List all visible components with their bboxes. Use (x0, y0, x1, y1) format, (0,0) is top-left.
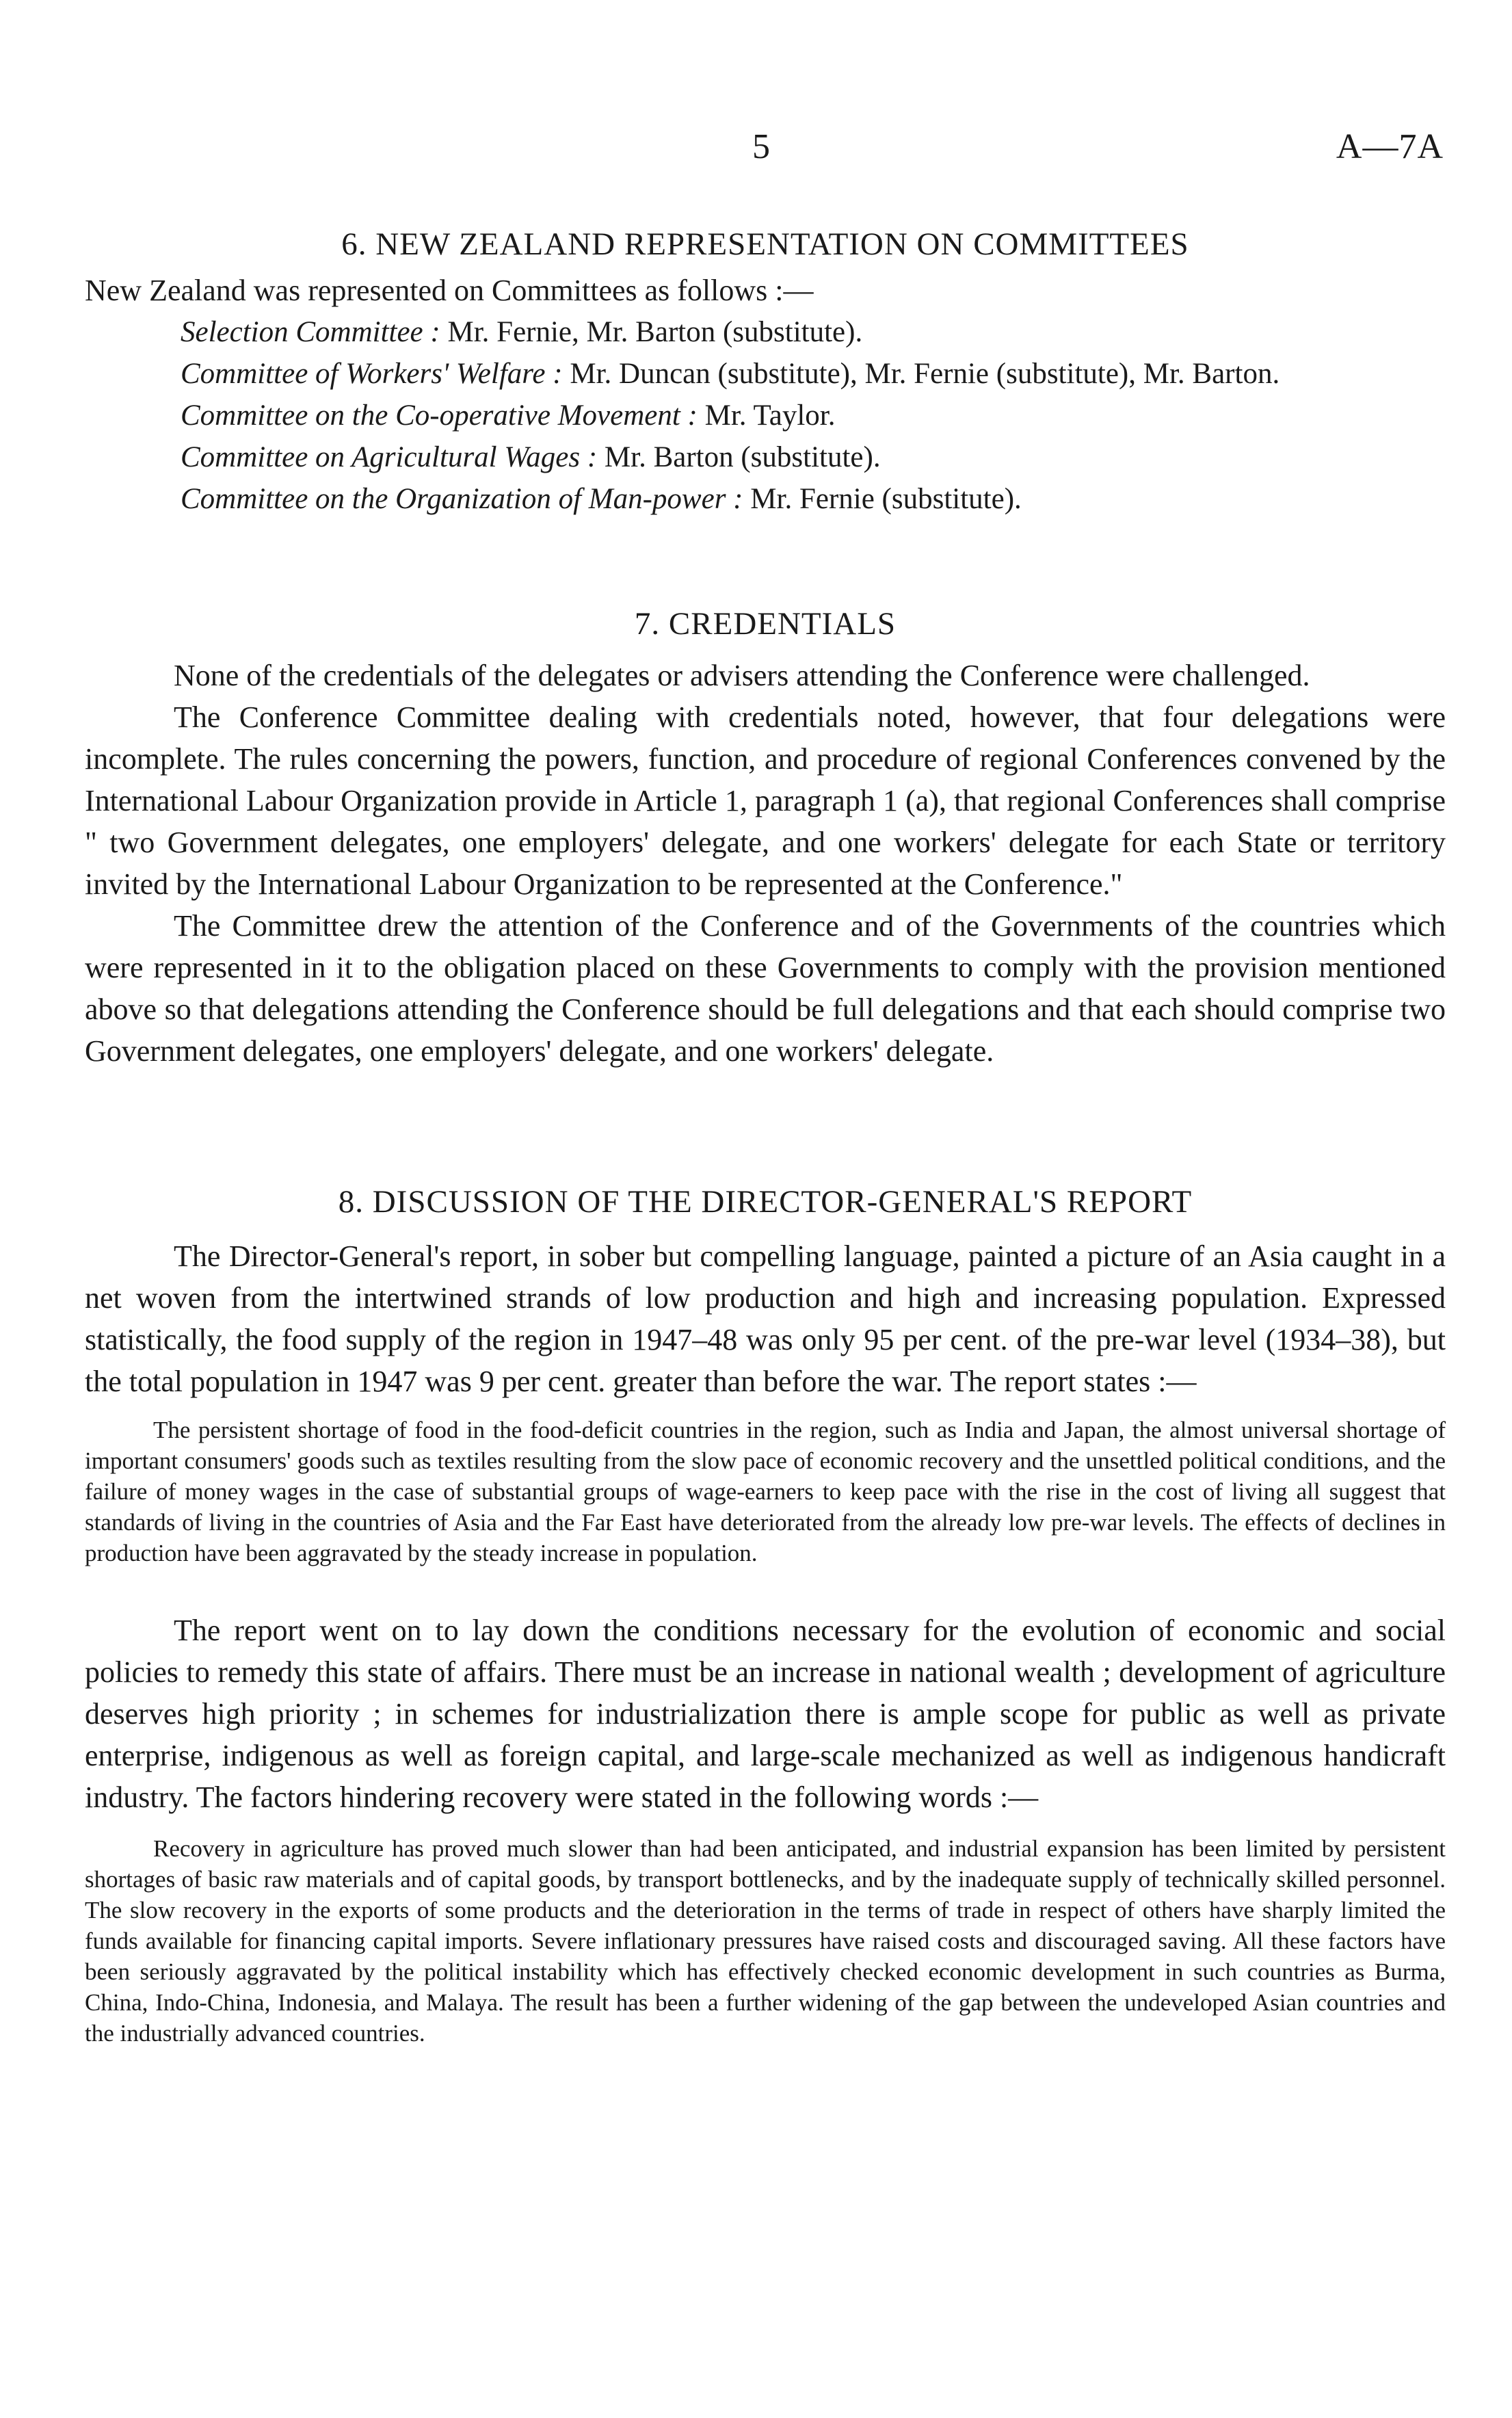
committee-item (181, 311, 1446, 353)
page-number: 5 (752, 127, 770, 166)
report-paragraph: The report went on to lay down the conditions necessary for the evolution of economic and social policies to remedy this state of affairs. There must be an increase in national wealth ; development of agriculture deserves high priority ; in schemes for industrialization there is ample scope for public as well as private enterprise, indigenous as well as foreign capital, and large-scale mechanized as well as indigenous handicraft industry. The factors hindering recovery were stated in the following words :— (85, 1614, 1446, 1814)
committee-name: Committee on the Organization of Man-power : (181, 483, 743, 515)
committee-item (181, 436, 1446, 478)
section-8 (85, 1183, 1446, 2049)
committee-members: Mr. Barton (substitute). (604, 441, 881, 473)
section-7-heading: 7. CREDENTIALS (634, 606, 897, 642)
committee-item (181, 395, 1446, 436)
section-6 (85, 226, 1446, 520)
committee-members: Mr. Fernie (substitute). (750, 483, 1022, 515)
section-6-heading: 6. NEW ZEALAND REPRESENTATION ON COMMITTEES (341, 226, 1189, 262)
committee-item (181, 353, 1446, 395)
document-reference: A—7A (1336, 127, 1444, 166)
report-paragraph: The Director-General's report, in sober but compelling language, painted a picture of an Asia caught in a net woven from the intertwined strands of low production and high and increasing population. Expressed statistically, the food supply of the region in 1947–48 was only 95 per cent. of the pre-war level (1934–38), but the total population in 1947 was 9 per cent. greater than before the war. The report states :— (85, 1239, 1446, 1398)
credentials-paragraph: The Committee drew the attention of the Conference and of the Governments of the countries which were represented in it to the obligation placed on these Governments to comply with the provision mentioned above so that delegations attending the Conference should be full delegations and that each should comprise two Government delegates, one employers' delegate, and one workers' delegate. (85, 909, 1446, 1068)
committee-members: Mr. Fernie, Mr. Barton (substitute). (447, 316, 863, 348)
committee-name: Committee on the Co-operative Movement : (181, 399, 698, 432)
section-8-heading: 8. DISCUSSION OF THE DIRECTOR-GENERAL'S REPORT (338, 1184, 1193, 1220)
committee-name: Selection Committee : (181, 316, 440, 348)
report-quote: The persistent shortage of food in the food-deficit countries in the region, such as India and Japan, the almost universal shortage of important consumers' goods such as textiles resulting from the slow pace of economic recovery and the unsettled political conditions, and the failure of money wages in the case of substantial groups of wage-earners to keep pace with the rise in the cost of living all suggest that standards of living in the countries of Asia and the Far East have deteriorated from the already low pre-war levels. The effects of declines in production have been aggravated by the steady increase in population. (85, 1417, 1446, 1566)
section-6-intro: New Zealand was represented on Committees as follows :— (85, 274, 814, 307)
committee-members: Mr. Duncan (substitute), Mr. Fernie (substitute), Mr. Barton. (570, 358, 1280, 390)
section-7 (85, 605, 1446, 1072)
credentials-paragraph: None of the credentials of the delegates or advisers attending the Conference were challenged. (174, 659, 1310, 692)
committee-members: Mr. Taylor. (704, 399, 836, 432)
committee-name: Committee of Workers' Welfare : (181, 358, 563, 390)
committee-name: Committee on Agricultural Wages : (181, 441, 598, 473)
report-quote: Recovery in agriculture has proved much slower than had been anticipated, and industrial expansion has been limited by persistent shortages of basic raw materials and of capital goods, by transport bottlenecks, and by the inadequate supply of technically skilled personnel. The slow recovery in the exports of some products and the deterioration in the terms of trade in respect of others have sharply limited the funds available for financing capital imports. Severe inflationary pressures have raised costs and discouraged saving. All these factors have been seriously aggravated by the political instability which has effectively checked economic development in such countries as Burma, China, Indo-China, Indonesia, and Malaya. The result has been a further widening of the gap between the undeveloped Asian countries and the industrially advanced countries. (85, 1835, 1446, 2047)
committee-item (181, 478, 1446, 520)
committee-list (85, 311, 1446, 520)
credentials-paragraph: The Conference Committee dealing with credentials noted, however, that four delegations were incomplete. The rules concerning the powers, function, and procedure of regional Conferences convened by the International Labour Organization provide in Article 1, paragraph 1 (a), that regional Conferences shall comprise " two Government delegates, one employers' delegate, and one workers' delegate for each State or territory invited by the International Labour Organization to be represented at the Conference." (85, 700, 1446, 901)
